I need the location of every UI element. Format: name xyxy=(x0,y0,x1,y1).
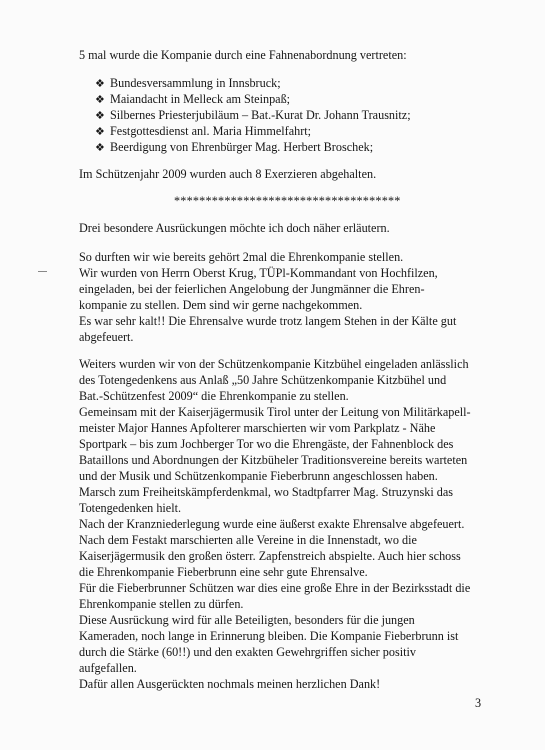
paragraph-line: kompanie zu stellen. Dem sind wir gerne nachgekommen. xyxy=(79,298,363,312)
bullet-diamond-icon: ❖ xyxy=(95,142,105,154)
paragraph-line: eingeladen, bei der feierlichen Angelobung der Jungmänner die Ehren- xyxy=(79,282,425,296)
paragraph-line: aufgefallen. xyxy=(79,661,137,675)
page-number: 3 xyxy=(475,696,482,710)
paragraph-line: Wir wurden von Herrn Oberst Krug, TÜPl-Kommandant von Hochfilzen, xyxy=(79,266,438,280)
intro-text: 5 mal wurde die Kompanie durch eine Fahnenabordnung vertreten: xyxy=(79,48,407,62)
list-item-text: Festgottesdienst anl. Maria Himmelfahrt; xyxy=(110,124,312,138)
paragraph-line: und der Musik und Schützenkompanie Fieberbrunn angeschlossen haben. xyxy=(79,469,438,483)
list-item xyxy=(95,139,373,156)
paragraph-line: Kameraden, noch lange in Erinnerung bleiben. Die Kompanie Fieberbrunn ist xyxy=(79,629,459,643)
bullet-diamond-icon: ❖ xyxy=(95,94,105,106)
paragraph-line: Weiters wurden wir von der Schützenkompanie Kitzbühel eingeladen anlässlich xyxy=(79,357,469,371)
bullet-diamond-icon: ❖ xyxy=(95,126,105,138)
paragraph-line: abgefeuert. xyxy=(79,330,134,344)
paragraph-line: So durften wir wie bereits gehört 2mal die Ehrenkompanie stellen. xyxy=(79,250,404,264)
list-item xyxy=(95,123,311,140)
paragraph-line: Kaiserjägermusik den großen österr. Zapfenstreich abspielte. Auch hier schoss xyxy=(79,549,461,563)
margin-mark xyxy=(38,271,47,272)
paragraph-line: Ehrenkompanie stellen zu dürfen. xyxy=(79,597,244,611)
paragraph-line: Für die Fieberbrunner Schützen war dies eine große Ehre in der Bezirksstadt die xyxy=(79,581,471,595)
bullet-diamond-icon: ❖ xyxy=(95,78,105,90)
paragraph-line: durch die Stärke (60!!) und den exakten Gewehrgriffen sicher positiv xyxy=(79,645,416,659)
paragraph-line: Totengedenken hielt. xyxy=(79,501,182,515)
list-item xyxy=(95,75,281,92)
exercises-text: Im Schützenjahr 2009 wurden auch 8 Exerzieren abgehalten. xyxy=(79,167,377,181)
paragraph-line: Diese Ausrückung wird für alle Beteiligten, besonders für die jungen xyxy=(79,613,415,627)
paragraph-line: Nach dem Festakt marschierten alle Vereine in die Innenstadt, wo die xyxy=(79,533,417,547)
paragraph-line: Drei besondere Ausrückungen möchte ich doch näher erläutern. xyxy=(79,221,390,235)
paragraph-line: Gemeinsam mit der Kaiserjägermusik Tirol unter der Leitung von Militärkapell- xyxy=(79,405,471,419)
list-item xyxy=(95,91,290,108)
paragraph-line: Bataillons und Abordnungen der Kitzbüheler Traditionsvereine bereits warteten xyxy=(79,453,468,467)
paragraph-line: Es war sehr kalt!! Die Ehrensalve wurde trotz langem Stehen in der Kälte gut xyxy=(79,314,457,328)
paragraph-line: Marsch zum Freiheitskämpferdenkmal, wo Stadtpfarrer Mag. Struzynski das xyxy=(79,485,453,499)
bullet-diamond-icon: ❖ xyxy=(95,110,105,122)
paragraph-line: die Ehrenkompanie Fieberbrunn eine sehr gute Ehrensalve. xyxy=(79,565,368,579)
paragraph-line: meister Major Hannes Apfolterer marschierten wir vom Parkplatz - Nähe xyxy=(79,421,436,435)
paragraph-line: Bat.-Schützenfest 2009“ die Ehrenkompanie zu stellen. xyxy=(79,389,349,403)
list-item-text: Silbernes Priesterjubiläum – Bat.-Kurat Dr. Johann Trausnitz; xyxy=(110,108,411,122)
list-item-text: Beerdigung von Ehrenbürger Mag. Herbert Broschek; xyxy=(110,140,374,154)
separator: ************************************ xyxy=(174,194,401,208)
paragraph-line: Nach der Kranzniederlegung wurde eine äußerst exakte Ehrensalve abgefeuert. xyxy=(79,517,465,531)
list-item xyxy=(95,107,411,124)
list-item-text: Bundesversammlung in Innsbruck; xyxy=(110,76,281,90)
paragraph-line: Sportpark – bis zum Jochberger Tor wo die Ehrengäste, der Fahnenblock des xyxy=(79,437,454,451)
list-item-text: Maiandacht in Melleck am Steinpaß; xyxy=(110,92,291,106)
paragraph-line: des Totengedenkens aus Anlaß „50 Jahre Schützenkompanie Kitzbühel und xyxy=(79,373,447,387)
paragraph-line: Dafür allen Ausgerückten nochmals meinen herzlichen Dank! xyxy=(79,677,381,691)
